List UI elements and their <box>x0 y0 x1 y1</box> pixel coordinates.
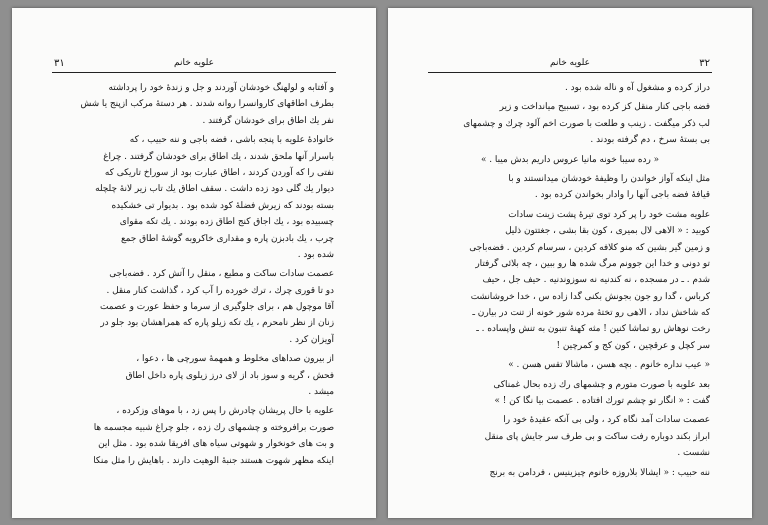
text-line: نفتی را که آوردن کردند ، اطاق عبارت بود از سوراخ تاریکی که <box>104 167 334 178</box>
text-line: آویزان کرد . <box>289 334 334 345</box>
text-line: سر کچل و عرقچین ، کون کج و کمرچین ! <box>556 340 710 351</box>
text-line: « عیب نداره خانوم . بچه هسن ، ماشالا تقس هسن . » <box>508 360 710 371</box>
text-line: اینکه مظهر شهوت هستند جنبهٔ الوهیت دارند . باهایش را مثل منکا <box>93 455 334 466</box>
text-line: « رده سیبا خونه مانیا عروس داریم بدش میبا . » <box>480 154 660 165</box>
paragraph <box>430 80 710 96</box>
text-line: دو تا قوری چرك ، ترك خورده را آب کرد ، گذاشت کنار منقل . <box>106 285 334 296</box>
text-line: از بیرون صداهای مخلوط و همهمهٔ سورچی ها ، دعوا ، <box>136 354 334 365</box>
text-line: نفر یك اطاق برای خودشان گرفتند . <box>202 115 334 126</box>
text-line: آقا موچول هم ، برای جلوگیری از سرما و حفظ عورت و عصمت <box>100 302 334 313</box>
paragraph <box>430 357 710 373</box>
text-line: فحش ، گریه و سوز باد از لای درز زیلوی پاره داخل اطاق <box>125 370 334 381</box>
text-line: شده بود . <box>297 249 334 260</box>
right-page-running-title: علویه خانم <box>550 58 590 68</box>
right-page-number: ۳۲ <box>699 58 710 69</box>
right-page-header <box>388 58 752 74</box>
text-line: عصمت سادات آمد نگاه کرد ، ولی بی آنکه عقیدهٔ خود را <box>503 415 710 426</box>
left-page-running-title: علویه خانم <box>174 58 214 68</box>
paragraph <box>430 377 710 410</box>
text-line: مثل اینکه آواز خواندن را وظیفهٔ خودشان میدانستند و با <box>508 173 710 184</box>
right-header-rule <box>428 72 712 73</box>
text-line: ابراز بکند دوباره رفت ساکت و بی طرف سر جایش پای منقل <box>484 431 710 442</box>
text-line: و بت های خونخوار و شهوتی سیاه های افریقا شده بود . مثل این <box>98 439 334 450</box>
text-line: و آفتابه و لولهنگ خودشان آوردند و جل و زندهٔ خود را پرداشته <box>108 83 334 93</box>
text-line: ننه حبیب : « ایشالا بلاروزه خانوم چیزینیس ، فردامن به برنج <box>489 467 710 478</box>
left-page <box>12 8 376 518</box>
text-line: فضه باجی کنار منقل کز کرده بود ، تسبیح میانداخت و زیر <box>499 102 710 113</box>
paragraph <box>430 412 710 461</box>
paragraph <box>54 266 334 348</box>
text-line: گفت : « انگار تو چشم تورك افتاده . عصمت بیا نگا کن ! » <box>494 396 710 407</box>
text-line: و زمین گیر بشین که منو کلافه کردین ، سرسام کردین . فضه‌باجی <box>469 242 710 253</box>
text-line: علویه مشت خود را پر کرد توی تیرهٔ پشت زینت سادات <box>508 209 710 220</box>
text-line: شدم . ـ در مسجده ، نه کندنیه نه سوزوندنیه . حیف جل ، حیف <box>482 275 710 286</box>
right-page <box>388 8 752 518</box>
paragraph <box>54 80 334 129</box>
text-line: دراز کرده و مشغول آه و ناله شده بود . <box>565 83 710 93</box>
text-line: که شاخش نداد ، الاهی رو تختهٔ مرده شور خونه از تنت در بیارن ـ <box>472 308 710 319</box>
paragraph <box>430 152 710 168</box>
paragraph <box>430 465 710 481</box>
text-line: کوبید : « الاهی لال بمیری ، کون بقا بشی ، جغتتون ذلیل <box>505 226 710 237</box>
paragraph <box>54 403 334 469</box>
text-line: میشد . <box>308 387 334 398</box>
paragraph <box>430 171 710 204</box>
text-line: لب ذکر میگفت . زینب و طلعت با صورت اخم آلود چرك و چشمهای <box>463 118 710 129</box>
text-line: کرباس ، گدا رو جون بجونش بکنی گدا زاده س ، خدا خروشانشت <box>470 291 710 302</box>
text-line: علویه با حال پریشان چادرش را پس زد ، با موهای وزکرده ، <box>116 406 334 417</box>
text-line: بی بستهٔ سرخ ، دم گرفته بودند . <box>590 135 710 146</box>
text-line: قیافهٔ فضه باجی آنها را وادار بخواندن کرده بود . <box>534 190 710 201</box>
right-page-body <box>430 80 710 498</box>
left-header-rule <box>52 72 336 73</box>
text-line: تو دونی و خدا این جوونم مرگ شده ها رو ببین ، چه بلائی گرفتار <box>475 258 710 269</box>
text-line: باسرار آنها ملحق شدند ، یك اطاق برای خودشان گرفتند . چراغ <box>103 151 334 162</box>
paragraph <box>430 99 710 148</box>
text-line: چرب ، یك بادبزن پاره و مقداری خاکروبه گوشهٔ اطاق جمع <box>120 233 334 244</box>
left-page-body <box>54 80 334 498</box>
paragraph <box>54 351 334 400</box>
paragraph <box>54 132 334 263</box>
text-line: رخت نوهاش رو تماشا کنین ! مثه کهنهٔ تنبون به تنش واپساده . ـ <box>476 324 710 335</box>
text-line: زنان از نظر نامحرم ، یك تکه زیلو پاره که همراهشان بود جلو در <box>100 318 334 329</box>
text-line: صورت برافروخته و چشمهای رك زده ، جلو چراغ شبیه مجسمه ها <box>93 422 334 433</box>
text-line: بطرف اطاقهای کاروانسرا روانه شدند . هر دستهٔ مرکب ازپنج یا شش <box>80 99 334 110</box>
text-line: نشست . <box>677 448 710 459</box>
left-page-number: ۳۱ <box>54 58 65 69</box>
left-page-header <box>12 58 376 74</box>
text-line: چسبیده بود ، یك اجاق کنج اطاق زده بودند . یك تکه مقوای <box>119 217 334 228</box>
text-line: عصمت سادات ساکت و مطیع ، منقل را آتش کرد . فضه‌باجی <box>109 269 334 280</box>
text-line: دیوار یك گلی دود زده داشت . سقف اطاق یك تاب زیر لانهٔ چلچله <box>95 184 334 195</box>
paragraph <box>430 207 710 355</box>
text-line: خانوادهٔ علویه با پنجه باشی ، فضه باجی و ننه حبیب ، که <box>129 135 334 146</box>
text-line: بسته بودند که زیرش فضلهٔ کود شده بود . بدیوار تی خشکیده <box>111 200 334 211</box>
text-line: بعد علویه با صورت متورم و چشمهای رك زده بحال غمناکی <box>493 379 710 390</box>
